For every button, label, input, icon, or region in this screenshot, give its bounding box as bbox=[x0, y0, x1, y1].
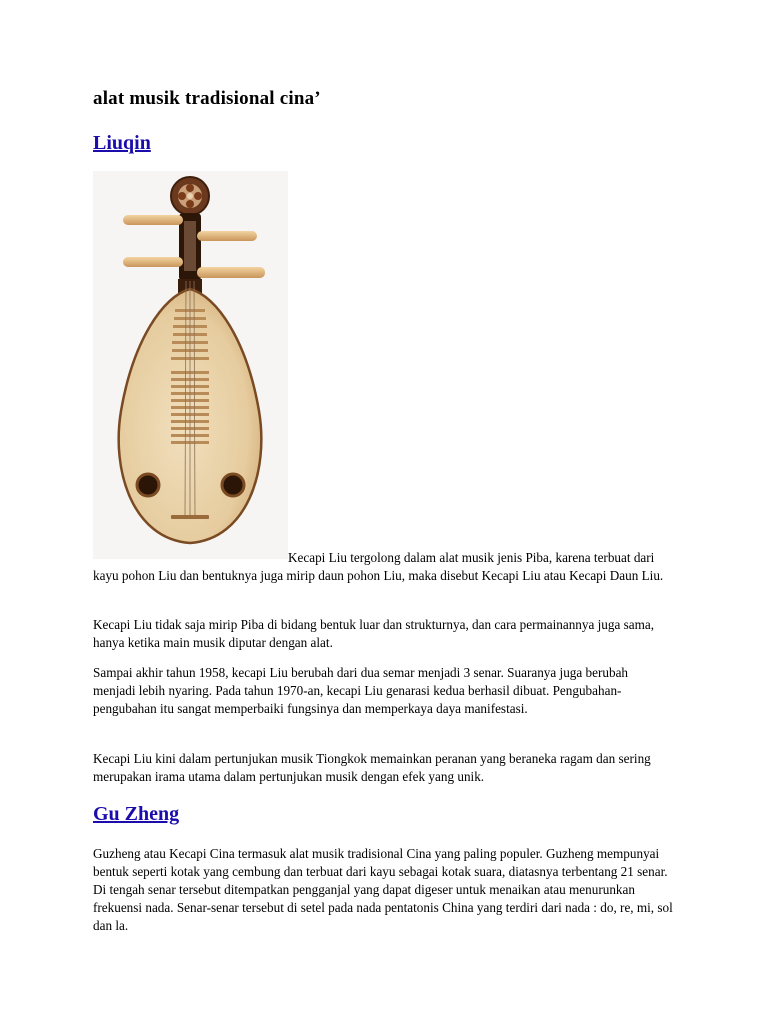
document-title: alat musik tradisional cina’ bbox=[93, 88, 321, 109]
section-heading-liuqin bbox=[93, 132, 151, 155]
liuqin-paragraph-4: Kecapi Liu kini dalam pertunjukan musik Tiongkok memainkan peranan yang beraneka ragam dan sering merupakan irama utama dalam pertunjukan musik dengan efek yang unik. bbox=[93, 751, 651, 784]
liuqin-image bbox=[93, 171, 288, 559]
gu-zheng-paragraph-1: Guzheng atau Kecapi Cina termasuk alat musik tradisional Cina yang paling populer. Guzheng mempunyai bentuk seperti kotak yang cembung dan terbuat dari kayu sebagai kotak suara, diatasnya terbentang 21 senar. Di tengah senar tersebut ditempatkan pengganjal yang dapat digeser untuk menaikan atau menurunkan frekuensi nada. Senar-senar tersebut di setel pada nada pentatonis China yang terdiri dari nada : do, re, mi, sol dan la. bbox=[93, 846, 673, 933]
liuqin-paragraph-1: Kecapi Liu tergolong dalam alat musik jenis Piba, karena terbuat dari kayu pohon Liu dan bentuknya juga mirip daun pohon Liu, maka disebut Kecapi Liu atau Kecapi Daun Liu. bbox=[93, 550, 664, 583]
section-heading-gu-zheng bbox=[93, 803, 179, 826]
gu-zheng-link[interactable]: Gu Zheng bbox=[93, 803, 180, 825]
liuqin-paragraph-3: Sampai akhir tahun 1958, kecapi Liu berubah dari dua semar menjadi 3 senar. Suaranya juga berubah menjadi lebih nyaring. Pada tahun 1970-an, kecapi Liu genarasi kedua berhasil dibuat. Pengubahan-pengubahan itu sangat memperbaiki fungsinya dan memperkaya daya manifestasi. bbox=[93, 665, 629, 716]
liuqin-paragraph-2: Kecapi Liu tidak saja mirip Piba di bidang bentuk luar dan strukturnya, dan cara permainannya juga sama, hanya ketika main musik diputar dengan alat. bbox=[93, 617, 655, 650]
liuqin-link[interactable]: Liuqin bbox=[93, 132, 151, 154]
liuqin-instrument-illustration bbox=[93, 171, 288, 559]
